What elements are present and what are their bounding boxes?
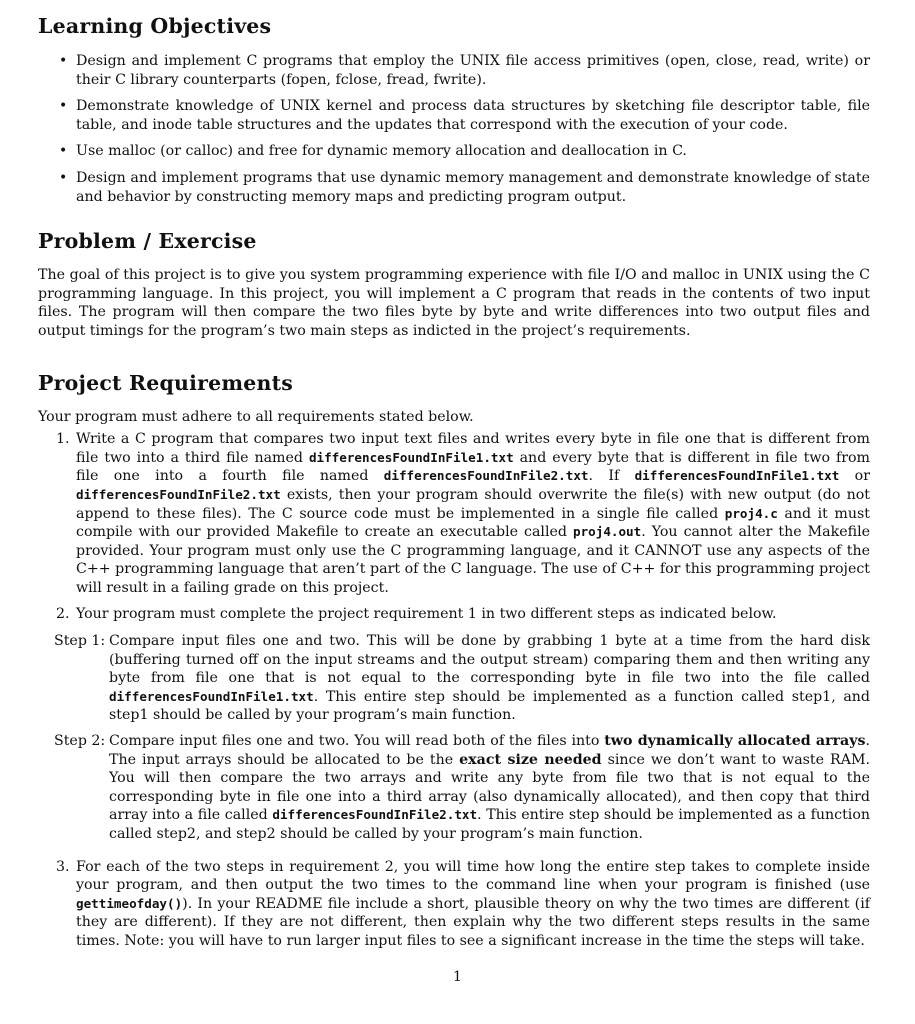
filename-code: differencesFoundInFile1.txt bbox=[308, 449, 514, 465]
document-page bbox=[38, 12, 870, 959]
filename-code: differencesFoundInFile2.txt bbox=[272, 807, 478, 823]
list-item: • Design and implement C programs that employ the UNIX file access primitives (open, close, read, write) or their C library counterparts (fopen, fclose, fread, fwrite). bbox=[59, 53, 870, 88]
requirements-intro: Your program must adhere to all requirements stated below. bbox=[38, 408, 474, 425]
objectives-list bbox=[38, 52, 870, 206]
filename-code: differencesFoundInFile2.txt bbox=[76, 486, 281, 502]
step-2: Step 2: Compare input files one and two. You will read both of the files into two dynamically allocated arrays. The input arrays should be allocated to be the exact size needed since we don’t want to waste RAM. You will then compare the two arrays and write any byte from file two that is not equal to the corresponding byte in file one into a third array (also dynamically allocated), and then copy that third array into a file called differencesFoundInFile2.txt. This entire step should be implemented as a function called step2, and step2 should be called by your program’s main function. bbox=[54, 733, 870, 842]
requirements-list-continued bbox=[38, 858, 870, 951]
bullet-icon: • bbox=[59, 169, 68, 186]
requirement-1: 1. Write a C program that compares two input text files and writes every byte in file one that is different from file two into a third file named differencesFoundInFile1.txt and every byte that is different in file two from file one into a fourth file named differencesFoundInFile2.txt. If differencesFoundInFile1.txt or differencesFoundInFile2.txt exists, then your program should overwrite the file(s) with new output (do not append to these files). The C source code must be implemented in a single file called proj4.c and it must compile with our provided Makefile to create an executable called proj4.out. You cannot alter the Makefile provided. Your program must only use the C programming language, and it CANNOT use any aspects of the C++ programming language that aren’t part of the C language. The use of C++ for this programming project will result in a failing grade on this project. bbox=[56, 431, 871, 596]
function-code: gettimeofday() bbox=[76, 895, 183, 911]
emphasis: exact size needed bbox=[459, 751, 602, 768]
filename-code: differencesFoundInFile1.txt bbox=[634, 468, 840, 484]
bullet-icon: • bbox=[59, 53, 68, 69]
requirement-3: 3. For each of the two steps in requirement 2, you will time how long the entire step takes to complete inside your program, and then output the two times to the command line when your program is finished (use gettimeofday()). In your README file include a short, plausible theory on why the two times are different (if they are different). If they are not different, then explain why the two different steps results in the same times. Note: you will have to run larger input files to see a significant increase in the time the steps will take. bbox=[56, 858, 870, 949]
problem-heading: Problem / Exercise bbox=[38, 229, 257, 254]
filename-code: differencesFoundInFile1.txt bbox=[109, 688, 314, 704]
list-item: • Design and implement programs that use dynamic memory management and demonstrate knowledge of state and behavior by constructing memory maps and predicting program output. bbox=[59, 169, 870, 205]
filename-code: differencesFoundInFile2.txt bbox=[383, 468, 589, 484]
bullet-icon: • bbox=[59, 143, 68, 160]
emphasis: two dynamically allocated arrays bbox=[604, 733, 866, 750]
learning-objectives-heading: Learning Objectives bbox=[38, 14, 272, 38]
page-number: 1 bbox=[453, 969, 462, 985]
list-item: • Demonstrate knowledge of UNIX kernel and process data structures by sketching file descriptor table, file table, and inode table structures and the updates that correspond with the execution of your code. bbox=[59, 98, 870, 133]
filename-code: proj4.c bbox=[724, 505, 778, 521]
requirements-heading: Project Requirements bbox=[38, 370, 294, 395]
requirements-list bbox=[38, 430, 870, 624]
filename-code: proj4.out bbox=[572, 524, 642, 540]
bullet-icon: • bbox=[59, 98, 68, 115]
list-item: • Use malloc (or calloc) and free for dynamic memory allocation and deallocation in C. bbox=[59, 143, 687, 160]
requirement-2: 2. Your program must complete the project requirement 1 in two different steps as indicated below. bbox=[56, 606, 777, 623]
step-1: Step 1: Compare input files one and two. This will be done by grabbing 1 byte at a time from the hard disk (buffering turned off on the input streams and the output stream) comparing them and then writing any byte from file one that is not equal to the corresponding byte in file two into the file called differencesFoundInFile1.txt. This entire step should be implemented as a function called step1, and step1 should be called by your program’s main function. bbox=[54, 633, 870, 724]
problem-paragraph: The goal of this project is to give you system programming experience with file I/O and malloc in UNIX using the C programming language. In this project, you will implement a C program that reads in the contents of two input files. The program will then compare the two files byte by byte and write differences into two output files and output timings for the program’s two main steps as indicted in the project’s requirements. bbox=[38, 267, 870, 339]
